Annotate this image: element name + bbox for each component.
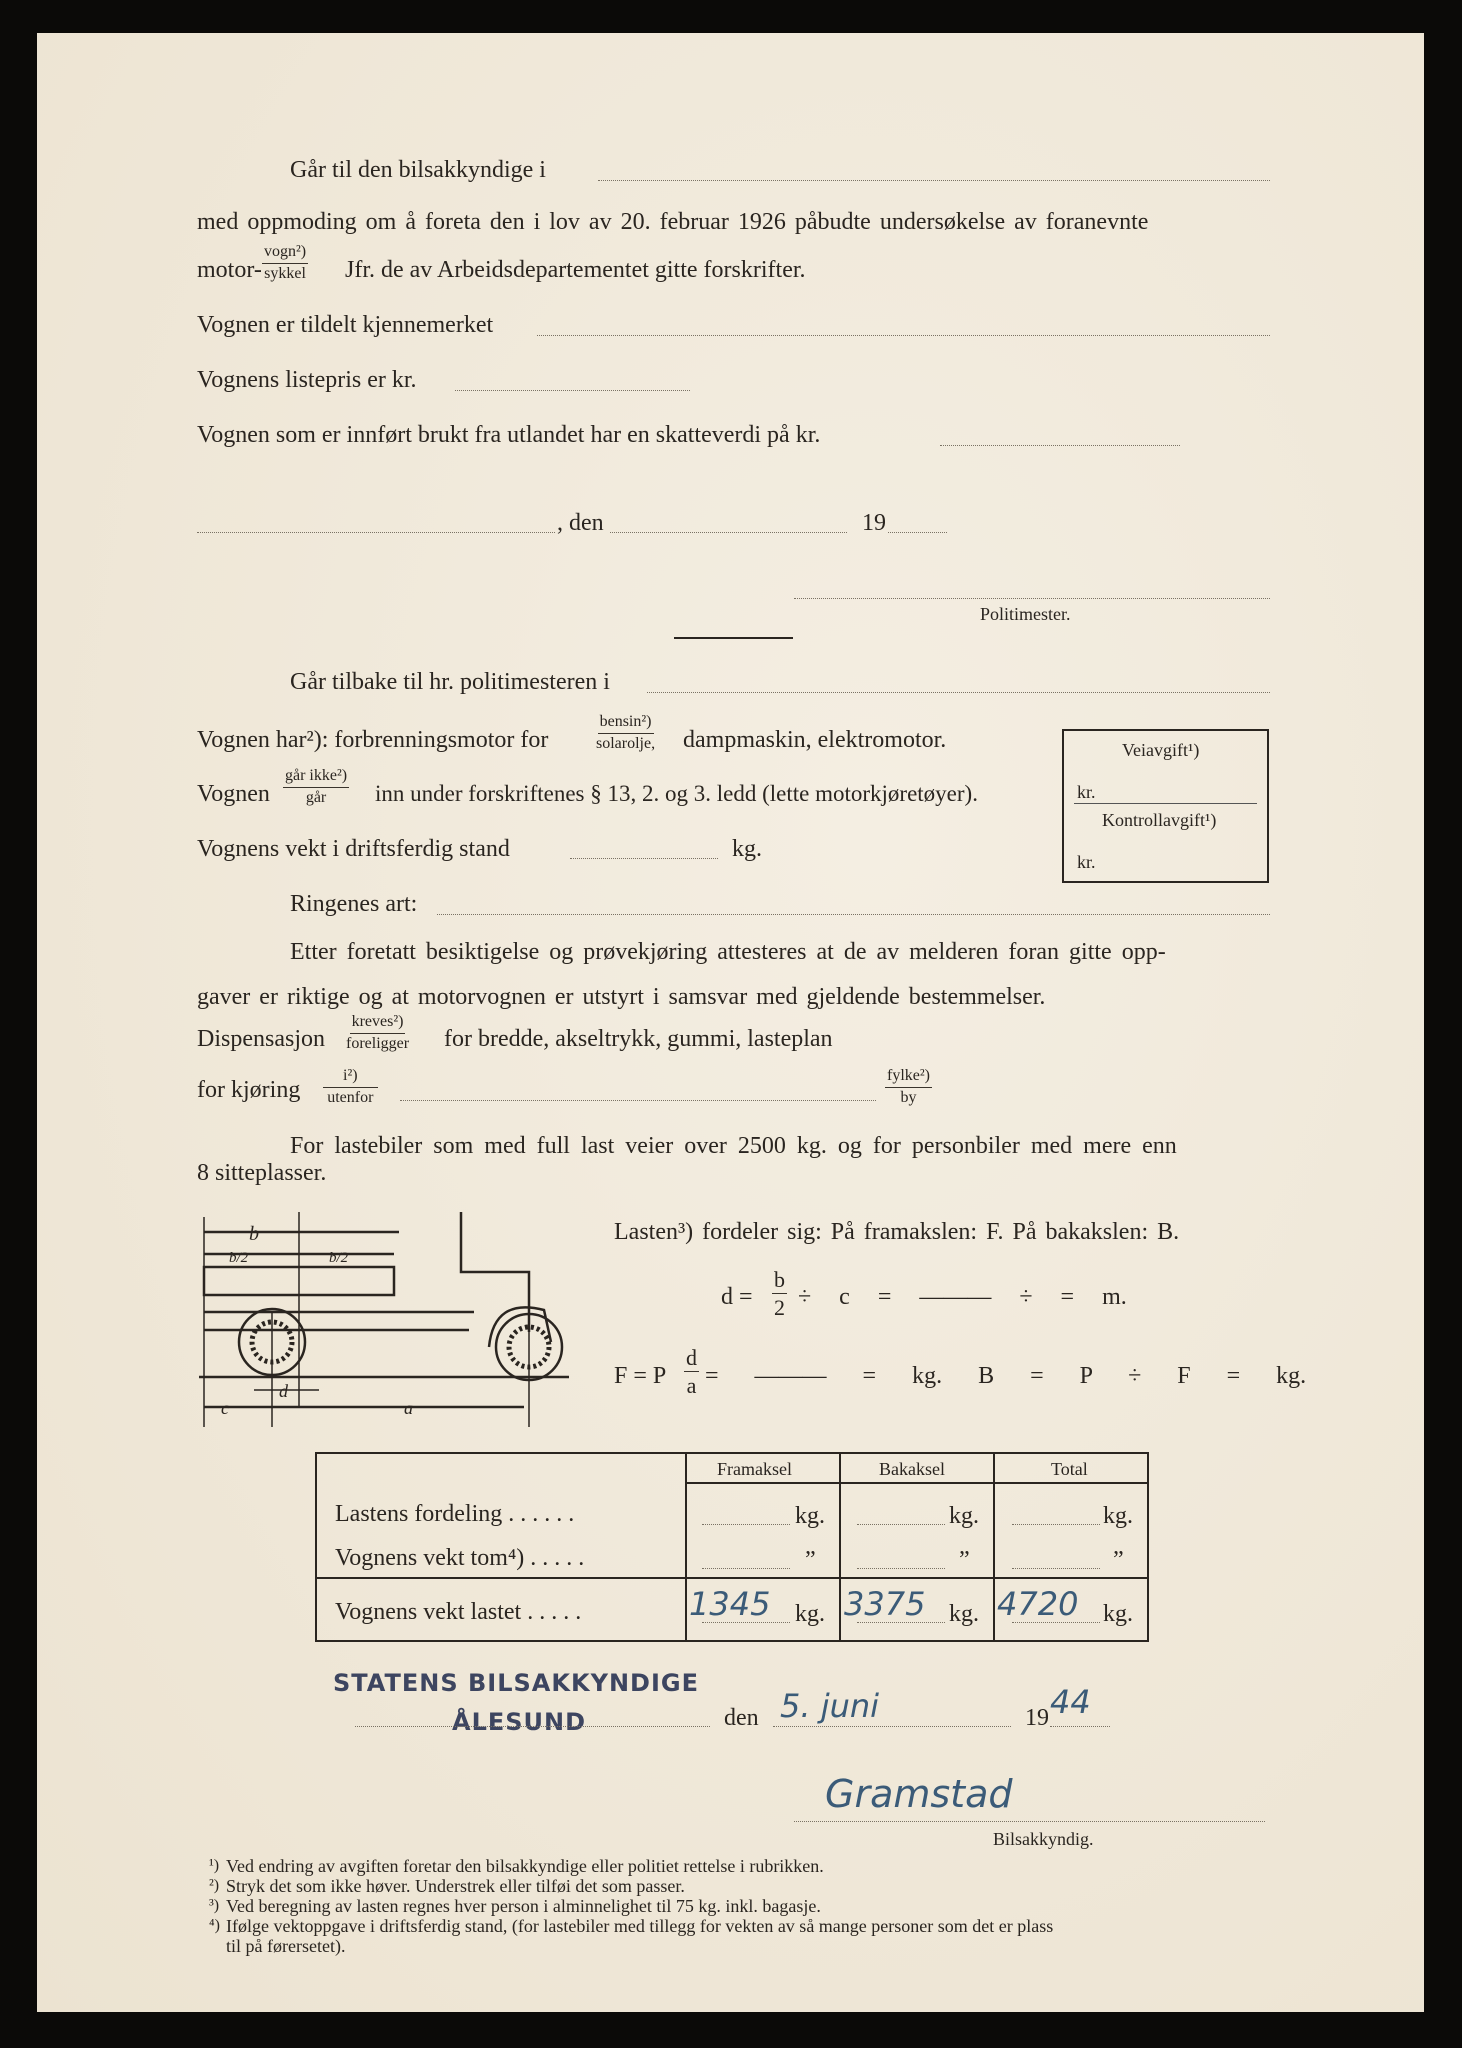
fraction-den: går: [305, 788, 327, 806]
label-a: a: [404, 1398, 413, 1418]
fraction-den: utenfor: [327, 1088, 374, 1106]
fraction-den: solarolje,: [596, 734, 656, 752]
field-taxvalue[interactable]: [940, 445, 1180, 446]
signature: Gramstad: [825, 1772, 1013, 1816]
field-tyres[interactable]: [437, 914, 1270, 915]
inspector-signer-label: Bilsakkyndig.: [993, 1829, 1094, 1849]
fraction-d-a: [684, 1346, 699, 1397]
year-prefix: 19: [862, 510, 886, 536]
weight-label: Vognens vekt i driftsferdig stand: [197, 836, 510, 862]
fraction-i-utenfor: [323, 1068, 378, 1107]
attest-line1: Etter foretatt besiktigelse og prøvekjøring attesteres at de av melderen foran gitte opp-: [290, 939, 1166, 965]
label-c: c: [221, 1398, 229, 1418]
gar-rest: inn under forskriftenes § 13, 2. og 3. ledd (lette motorkjøretøyer).: [375, 781, 978, 806]
fraction-num: bensin²): [598, 714, 654, 734]
fraction-den: by: [900, 1088, 917, 1106]
footnote-text: Ved endring av avgiften foretar den bilsakkyndige eller politiet rettelse i rubrikken.: [226, 1856, 824, 1876]
truck-note-line2: 8 sitteplasser.: [197, 1160, 327, 1186]
dispensation-label: Dispensasjon: [197, 1026, 325, 1052]
fraction-gar: [283, 768, 349, 807]
handwritten-date: 5. juni: [780, 1687, 880, 1725]
tyres-label: Ringenes art:: [290, 891, 418, 917]
signature-line-police[interactable]: [794, 598, 1270, 599]
handwritten-total: 4720: [997, 1585, 1079, 1623]
fraction-vogn-sykkel: [262, 244, 308, 283]
regulations-text: Jfr. de av Arbeidsdepartementet gitte forskrifter.: [345, 257, 806, 283]
footnote-text: Ved beregning av lasten regnes hver person i alminnelighet til 75 kg. inkl. bagasje.: [226, 1896, 821, 1916]
control-fee-label: Kontrollavgift¹): [1102, 810, 1217, 830]
stamp-line2: ÅLESUND: [452, 1708, 587, 1736]
field-bilsakkyndige-place[interactable]: [598, 180, 1270, 181]
police-signer-label: Politimester.: [980, 604, 1071, 624]
gar-label: Vognen: [197, 781, 270, 807]
row-label: Lastens fordeling . . . . . .: [335, 1501, 575, 1527]
footnote-mark: ¹): [209, 1857, 220, 1874]
dispensation-rest: for bredde, akseltrykk, gummi, lasteplan: [444, 1026, 833, 1052]
cell-input[interactable]: [702, 1622, 790, 1623]
row-label: Vognens vekt tom⁴) . . . . .: [335, 1545, 585, 1571]
footnote-mark: ⁴): [209, 1917, 220, 1934]
truck-note-line1: For lastebiler som med full last veier over 2500 kg. og for personbiler med mere enn: [290, 1133, 1177, 1159]
header-framaksel: Framaksel: [717, 1459, 792, 1479]
footnote-text: til på førersetet).: [226, 1936, 346, 1956]
request-line: med oppmoding om å foreta den i lov av 20. februar 1926 påbudte undersøkelse av foranevnte: [197, 209, 1149, 235]
fraction-b-2: [772, 1268, 787, 1319]
cell-unit: kg.: [795, 1503, 825, 1529]
motor-prefix: motor-: [197, 257, 262, 283]
truck-diagram: [199, 1212, 569, 1427]
cell-input[interactable]: [1012, 1568, 1100, 1569]
cell-input[interactable]: [857, 1568, 945, 1569]
attest-line2: gaver er riktige og at motorvognen er utstyrt i samsvar med gjeldende bestemmelser.: [197, 984, 1046, 1010]
fraction-den: sykkel: [264, 264, 306, 282]
row-label: Vognens vekt lastet . . . . .: [335, 1599, 582, 1625]
cell-unit: ”: [805, 1547, 816, 1573]
header-bakaksel: Bakaksel: [879, 1459, 945, 1479]
fraction-num: d: [684, 1346, 699, 1372]
fraction-num: fylke²): [885, 1068, 932, 1088]
engine-rest: dampmaskin, elektromotor.: [683, 727, 947, 753]
label-d: d: [279, 1381, 288, 1401]
cell-unit: ”: [1113, 1547, 1124, 1573]
handwritten-year: 44: [1050, 1683, 1091, 1721]
field-place[interactable]: [197, 532, 555, 533]
weight-unit: kg.: [732, 836, 762, 862]
formula-d: d =: [721, 1284, 753, 1310]
cell-input[interactable]: [857, 1622, 945, 1623]
cell-input[interactable]: [1012, 1524, 1100, 1525]
fraction-num: b: [772, 1268, 787, 1294]
footnote-text: Stryk det som ikke høver. Understrek eller tilføi det som passer.: [226, 1876, 685, 1896]
field-weight[interactable]: [570, 858, 718, 859]
cell-unit: kg.: [949, 1601, 979, 1627]
driving-label: for kjøring: [197, 1077, 301, 1103]
field-driving-area[interactable]: [400, 1100, 876, 1101]
handwritten-rear-axle: 3375: [844, 1585, 926, 1623]
field-police-place[interactable]: [647, 692, 1270, 693]
fraction-fylke-by: [885, 1068, 932, 1107]
formula-f-rest: = ——— = kg. B = P ÷ F = kg.: [705, 1363, 1307, 1389]
field-year-closing[interactable]: [1050, 1726, 1110, 1727]
field-listprice[interactable]: [455, 390, 690, 391]
row-rule: [317, 1577, 1147, 1579]
section-divider: [674, 637, 793, 639]
formula-f: F = P: [614, 1363, 667, 1389]
road-fee-kr: kr.: [1077, 782, 1096, 802]
label-b2b: b/2: [329, 1250, 349, 1266]
fraction-den: a: [686, 1373, 697, 1399]
truck-cab: [461, 1212, 529, 1332]
fraction-num: vogn²): [262, 244, 308, 264]
cell-unit: ”: [959, 1547, 970, 1573]
load-distribution-text: Lasten³) fordeler sig: På framakslen: F. På bakakslen: B.: [614, 1219, 1180, 1245]
field-place-closing[interactable]: [355, 1726, 710, 1727]
formula-d-rest: ÷ c = ——— ÷ = m.: [798, 1284, 1127, 1310]
footnote-mark: ²): [209, 1877, 220, 1894]
road-fee-label: Veiavgift¹): [1122, 740, 1200, 760]
cell-unit: kg.: [795, 1601, 825, 1627]
label-b2a: b/2: [229, 1250, 249, 1266]
den-closing-label: den: [724, 1705, 759, 1731]
cell-unit: kg.: [1103, 1601, 1133, 1627]
label-b: b: [249, 1223, 259, 1245]
weight-table: [315, 1452, 1149, 1642]
forward-line: Går til den bilsakkyndige i: [290, 157, 546, 183]
field-date-closing[interactable]: [773, 1726, 1011, 1727]
cell-input[interactable]: [702, 1524, 790, 1525]
field-year[interactable]: [888, 532, 947, 533]
field-plate[interactable]: [537, 335, 1270, 336]
fraction-num: går ikke²): [283, 768, 349, 788]
return-line: Går tilbake til hr. politimesteren i: [290, 669, 610, 695]
handwritten-front-axle: 1345: [689, 1585, 771, 1623]
stamp-line1: STATENS BILSAKKYNDIGE: [333, 1669, 699, 1697]
cell-input[interactable]: [702, 1568, 790, 1569]
signature-line[interactable]: [794, 1821, 1265, 1822]
fraction-den: 2: [774, 1295, 785, 1321]
fraction-kreves: [346, 1014, 409, 1053]
plate-label: Vognen er tildelt kjennemerket: [197, 312, 494, 338]
field-date[interactable]: [610, 532, 847, 533]
engine-label: Vognen har²): forbrenningsmotor for: [197, 727, 549, 753]
cell-input[interactable]: [1012, 1622, 1100, 1623]
year-prefix-closing: 19: [1025, 1705, 1049, 1731]
taxvalue-label: Vognen som er innført brukt fra utlandet har en skatteverdi på kr.: [197, 422, 821, 448]
header-total: Total: [1051, 1459, 1088, 1479]
cell-input[interactable]: [857, 1524, 945, 1525]
footnote-text: Ifølge vektoppgave i driftsferdig stand, (for lastebiler med tillegg for vekten av så mange personer som det er plass: [226, 1916, 1054, 1936]
listprice-label: Vognens listepris er kr.: [197, 367, 417, 393]
fraction-den: foreligger: [346, 1034, 410, 1052]
fee-divider: [1074, 803, 1257, 804]
cell-unit: kg.: [1103, 1503, 1133, 1529]
cell-unit: kg.: [949, 1503, 979, 1529]
fraction-num: i²): [323, 1068, 378, 1088]
fraction-num: kreves²): [350, 1014, 406, 1034]
fee-box: [1062, 729, 1269, 883]
fraction-bensin-solarolje: [596, 714, 655, 753]
footnote-mark: ³): [209, 1897, 220, 1914]
header-rule: [687, 1482, 1147, 1484]
control-fee-kr: kr.: [1077, 852, 1096, 872]
den-label: , den: [557, 510, 604, 536]
